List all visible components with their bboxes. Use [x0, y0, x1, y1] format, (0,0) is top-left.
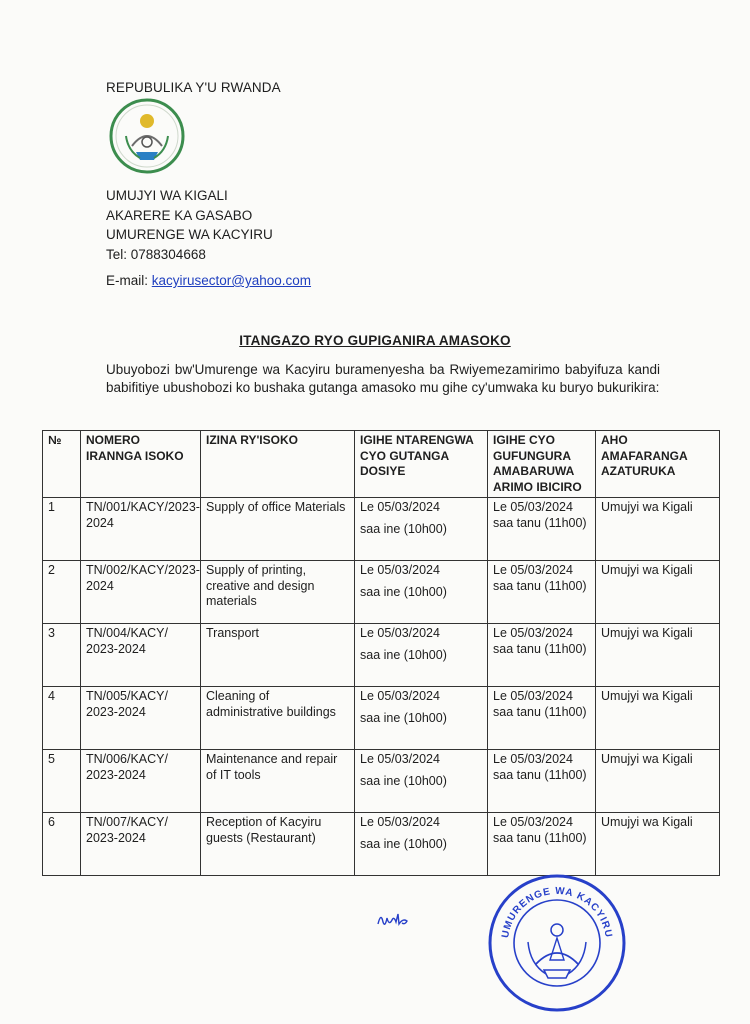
- row-opening: [488, 624, 596, 687]
- city-line: UMUJYI WA KIGALI: [106, 188, 228, 203]
- row-deadline: [355, 687, 488, 750]
- row-opening: [488, 561, 596, 624]
- deadline-date: Le 05/03/2024: [360, 689, 440, 703]
- row-funding-source: Umujyi wa Kigali: [596, 750, 720, 813]
- row-opening: [488, 813, 596, 876]
- stamp-text: UMURENGE WA KACYIRU: [500, 885, 614, 939]
- row-number: 5: [43, 750, 81, 813]
- tender-table: [42, 430, 720, 876]
- deadline-date: Le 05/03/2024: [360, 815, 440, 829]
- row-deadline: [355, 561, 488, 624]
- opening-time: saa tanu (11h00): [493, 704, 587, 719]
- table-row: [43, 498, 720, 561]
- row-opening: [488, 750, 596, 813]
- opening-time: saa tanu (11h00): [493, 515, 587, 530]
- email-label: E-mail:: [106, 273, 152, 288]
- opening-date: Le 05/03/2024: [493, 500, 573, 514]
- row-reference: TN/007/KACY/ 2023-2024: [81, 813, 201, 876]
- row-opening: [488, 687, 596, 750]
- deadline-time: saa ine (10h00): [360, 584, 447, 599]
- table-row: [43, 561, 720, 624]
- handwritten-signature: [375, 908, 415, 932]
- deadline-time: saa ine (10h00): [360, 836, 447, 851]
- notice-intro: Ubuyobozi bw'Umurenge wa Kacyiru buramenyesha ba Rwiyemezamirimo babyifuza kandi babifitiye ubushobozi ko bushaka gutanga amasoko mu gihe cy'umwaka ku buryo bukurikira:: [106, 362, 660, 395]
- row-funding-source: Umujyi wa Kigali: [596, 624, 720, 687]
- opening-date: Le 05/03/2024: [493, 563, 573, 577]
- deadline-date: Le 05/03/2024: [360, 500, 440, 514]
- table-header-row: [43, 431, 720, 498]
- district-line: AKARERE KA GASABO: [106, 207, 253, 223]
- row-deadline: [355, 498, 488, 561]
- row-tender-name: Supply of office Materials: [201, 498, 355, 561]
- row-number: 6: [43, 813, 81, 876]
- row-funding-source: Umujyi wa Kigali: [596, 813, 720, 876]
- row-number: 2: [43, 561, 81, 624]
- sector-line: UMURENGE WA KACYIRU: [106, 227, 273, 242]
- opening-time: saa tanu (11h00): [493, 767, 587, 782]
- email-link[interactable]: kacyirusector@yahoo.com: [151, 273, 312, 288]
- deadline-time: saa ine (10h00): [360, 521, 447, 536]
- row-funding-source: Umujyi wa Kigali: [596, 498, 720, 561]
- opening-time: saa tanu (11h00): [493, 830, 587, 845]
- deadline-time: saa ine (10h00): [360, 773, 447, 788]
- row-reference: TN/005/KACY/ 2023-2024: [81, 687, 201, 750]
- opening-time: saa tanu (11h00): [493, 641, 587, 656]
- header-reference: NOMERO IRANNGA ISOKO: [81, 431, 201, 498]
- table-row: [43, 813, 720, 876]
- row-tender-name: Supply of printing, creative and design materials: [201, 561, 355, 624]
- header-funding-source: AHO AMAFARANGA AZATURUKA: [596, 431, 720, 498]
- row-tender-name: Reception of Kacyiru guests (Restaurant): [201, 813, 355, 876]
- opening-date: Le 05/03/2024: [493, 689, 573, 703]
- row-funding-source: Umujyi wa Kigali: [596, 687, 720, 750]
- row-number: 1: [43, 498, 81, 561]
- deadline-time: saa ine (10h00): [360, 647, 447, 662]
- opening-date: Le 05/03/2024: [493, 752, 573, 766]
- row-deadline: [355, 750, 488, 813]
- document-header: [106, 78, 281, 98]
- row-deadline: [355, 813, 488, 876]
- header-number: №: [43, 431, 81, 498]
- opening-time: saa tanu (11h00): [493, 578, 587, 593]
- table-row: [43, 624, 720, 687]
- notice-title: ITANGAZO RYO GUPIGANIRA AMASOKO: [239, 333, 511, 348]
- email-line: [106, 273, 311, 288]
- table-row: [43, 750, 720, 813]
- opening-date: Le 05/03/2024: [493, 815, 573, 829]
- row-deadline: [355, 624, 488, 687]
- row-reference: TN/006/KACY/ 2023-2024: [81, 750, 201, 813]
- deadline-date: Le 05/03/2024: [360, 626, 440, 640]
- row-funding-source: Umujyi wa Kigali: [596, 561, 720, 624]
- table-row: [43, 687, 720, 750]
- deadline-date: Le 05/03/2024: [360, 752, 440, 766]
- row-opening: [488, 498, 596, 561]
- rwanda-coat-of-arms-icon: [106, 96, 188, 176]
- row-reference: TN/004/KACY/ 2023-2024: [81, 624, 201, 687]
- row-tender-name: Cleaning of administrative buildings: [201, 687, 355, 750]
- deadline-date: Le 05/03/2024: [360, 563, 440, 577]
- svg-text:UMURENGE WA KACYIRU: [500, 886, 614, 939]
- row-reference: TN/001/KACY/2023-2024: [81, 498, 201, 561]
- telephone: Tel: 0788304668: [106, 246, 206, 262]
- country-name: REPUBULIKA Y'U RWANDA: [106, 80, 281, 95]
- sender-address: [106, 186, 273, 264]
- row-reference: TN/002/KACY/2023-2024: [81, 561, 201, 624]
- row-number: 4: [43, 687, 81, 750]
- deadline-time: saa ine (10h00): [360, 710, 447, 725]
- opening-date: Le 05/03/2024: [493, 626, 573, 640]
- official-stamp-icon: [486, 872, 628, 1014]
- header-submission-deadline: IGIHE NTARENGWA CYO GUTANGA DOSIYE: [355, 431, 488, 498]
- row-number: 3: [43, 624, 81, 687]
- header-opening-time: IGIHE CYO GUFUNGURA AMABARUWA ARIMO IBICIRO: [488, 431, 596, 498]
- row-tender-name: Maintenance and repair of IT tools: [201, 750, 355, 813]
- header-tender-name: IZINA RY'ISOKO: [201, 431, 355, 498]
- row-tender-name: Transport: [201, 624, 355, 687]
